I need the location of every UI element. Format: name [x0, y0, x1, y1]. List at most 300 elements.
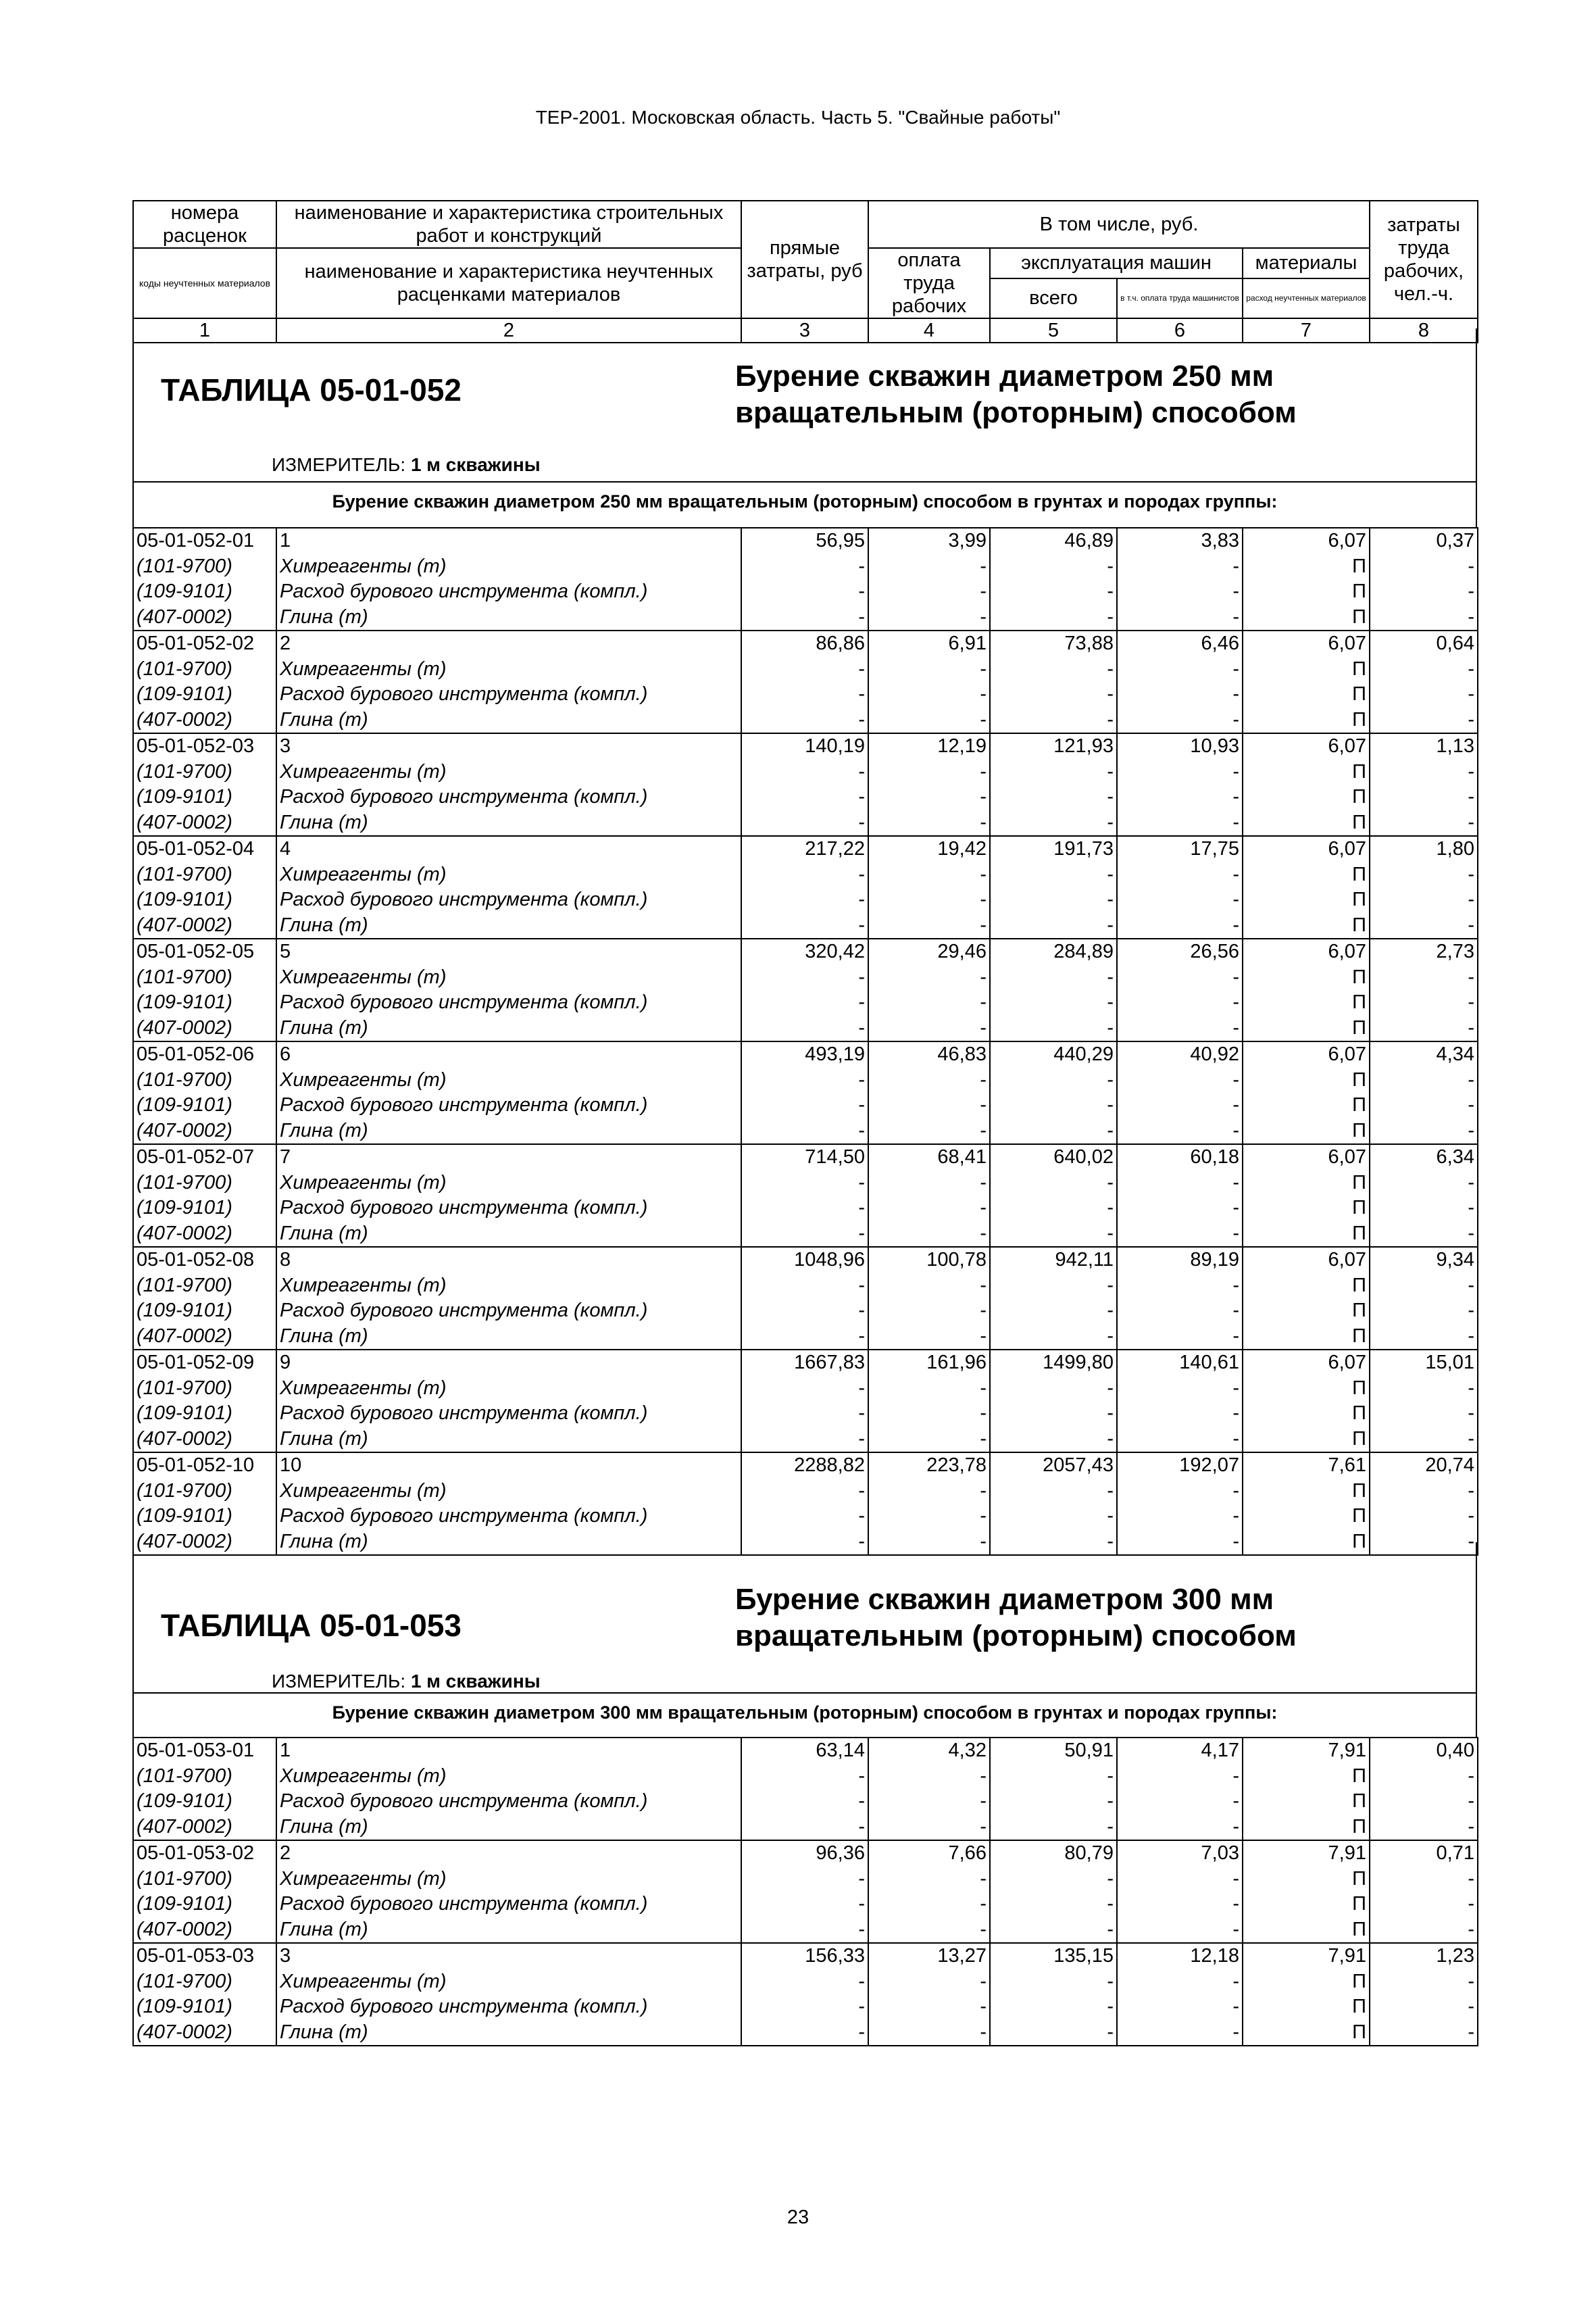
empty-value: - [990, 1376, 1117, 1402]
empty-value: - [990, 1324, 1117, 1350]
empty-value: - [741, 1789, 868, 1815]
machines-total: 80,79 [990, 1840, 1117, 1867]
rate-code: 05-01-052-04 [133, 836, 276, 862]
empty-value: - [741, 1529, 868, 1556]
empty-value: - [741, 605, 868, 631]
empty-value: - [868, 1789, 990, 1815]
materials-cost: 6,07 [1243, 1144, 1370, 1171]
material-row [133, 1118, 1478, 1145]
empty-value: - [1370, 1273, 1478, 1299]
empty-value: - [1117, 913, 1243, 939]
empty-value: - [990, 1867, 1117, 1892]
labor-pay: 13,27 [868, 1943, 990, 1969]
material-name: Химреагенты (т) [276, 1867, 741, 1892]
material-name: Расход бурового инструмента (компл.) [276, 1298, 741, 1324]
materials-cost: 6,07 [1243, 1247, 1370, 1273]
material-name: Расход бурового инструмента (компл.) [276, 579, 741, 605]
empty-value: - [1370, 1221, 1478, 1248]
material-row [133, 1479, 1478, 1504]
col-num: 3 [741, 318, 868, 343]
material-row [133, 1324, 1478, 1350]
header-direct-costs: прямые затраты, руб [741, 201, 868, 318]
empty-value: - [1117, 1764, 1243, 1790]
empty-value: - [868, 1994, 990, 2020]
rate-code: 05-01-053-02 [133, 1840, 276, 1867]
material-mark: П [1243, 1917, 1370, 1944]
material-code: (109-9101) [133, 1196, 276, 1221]
soil-group: 6 [276, 1041, 741, 1068]
empty-value: - [1370, 810, 1478, 837]
empty-value: - [868, 657, 990, 683]
soil-group: 10 [276, 1452, 741, 1479]
machines-total: 284,89 [990, 939, 1117, 965]
material-code: (407-0002) [133, 1917, 276, 1944]
direct-costs: 2288,82 [741, 1452, 868, 1479]
material-mark: П [1243, 810, 1370, 837]
material-name: Глина (т) [276, 605, 741, 631]
materials-cost: 7,61 [1243, 1452, 1370, 1479]
material-name: Глина (т) [276, 1324, 741, 1350]
labor-pay: 29,46 [868, 939, 990, 965]
machines-total: 135,15 [990, 1943, 1117, 1969]
material-mark: П [1243, 605, 1370, 631]
empty-value: - [1117, 1118, 1243, 1145]
empty-value: - [1117, 1171, 1243, 1196]
empty-value: - [990, 1917, 1117, 1944]
empty-value: - [868, 708, 990, 734]
material-row [133, 913, 1478, 939]
direct-costs: 714,50 [741, 1144, 868, 1171]
material-name: Глина (т) [276, 1917, 741, 1944]
empty-value: - [741, 887, 868, 913]
empty-value: - [1370, 1815, 1478, 1841]
empty-value: - [990, 810, 1117, 837]
material-row [133, 554, 1478, 580]
empty-value: - [990, 1016, 1117, 1042]
material-mark: П [1243, 708, 1370, 734]
material-name: Химреагенты (т) [276, 965, 741, 991]
material-name: Расход бурового инструмента (компл.) [276, 1093, 741, 1118]
machines-total: 50,91 [990, 1738, 1117, 1764]
col-num: 6 [1117, 318, 1243, 343]
labor-pay: 100,78 [868, 1247, 990, 1273]
empty-value: - [990, 1764, 1117, 1790]
material-name: Глина (т) [276, 1529, 741, 1556]
empty-value: - [868, 1867, 990, 1892]
material-row [133, 1994, 1478, 2020]
operator-pay: 17,75 [1117, 836, 1243, 862]
empty-value: - [1370, 1479, 1478, 1504]
empty-value: - [741, 682, 868, 708]
empty-value: - [990, 1815, 1117, 1841]
material-row [133, 1427, 1478, 1453]
material-name: Расход бурового инструмента (компл.) [276, 1504, 741, 1529]
measure-label: ИЗМЕРИТЕЛЬ: [272, 454, 406, 475]
labor-hours: 15,01 [1370, 1350, 1478, 1376]
material-code: (407-0002) [133, 1324, 276, 1350]
empty-value: - [1117, 657, 1243, 683]
material-row [133, 657, 1478, 683]
section-description-line: Бурение скважин диаметром 300 мм [735, 1583, 1274, 1616]
material-code: (109-9101) [133, 1298, 276, 1324]
material-row [133, 1196, 1478, 1221]
empty-value: - [1117, 1401, 1243, 1427]
material-name: Расход бурового инструмента (компл.) [276, 1401, 741, 1427]
empty-value: - [990, 1093, 1117, 1118]
rate-code: 05-01-052-09 [133, 1350, 276, 1376]
empty-value: - [1117, 1892, 1243, 1917]
material-row [133, 887, 1478, 913]
empty-value: - [1370, 760, 1478, 785]
empty-value: - [990, 708, 1117, 734]
material-mark: П [1243, 1969, 1370, 1995]
section-measure [272, 454, 541, 476]
machines-total: 73,88 [990, 631, 1117, 657]
empty-value: - [868, 1479, 990, 1504]
material-row [133, 1298, 1478, 1324]
material-code: (407-0002) [133, 708, 276, 734]
material-code: (101-9700) [133, 1171, 276, 1196]
empty-value: - [990, 1401, 1117, 1427]
empty-value: - [990, 682, 1117, 708]
material-row [133, 1401, 1478, 1427]
empty-value: - [741, 1171, 868, 1196]
empty-value: - [990, 862, 1117, 888]
rate-code: 05-01-052-01 [133, 528, 276, 554]
empty-value: - [1370, 708, 1478, 734]
empty-value: - [868, 1764, 990, 1790]
empty-value: - [868, 990, 990, 1016]
page-header: ТЕР-2001. Московская область. Часть 5. "Свайные работы" [535, 107, 1061, 128]
rates-table-05-01-052 [132, 527, 1478, 1556]
empty-value: - [1117, 579, 1243, 605]
empty-value: - [741, 1401, 868, 1427]
table-row [133, 1247, 1478, 1273]
material-mark: П [1243, 1815, 1370, 1841]
operator-pay: 89,19 [1117, 1247, 1243, 1273]
table-row [133, 631, 1478, 657]
measure-value: 1 м скважины [410, 454, 541, 475]
soil-group: 7 [276, 1144, 741, 1171]
empty-value: - [1117, 1093, 1243, 1118]
material-code: (407-0002) [133, 1221, 276, 1248]
operator-pay: 3,83 [1117, 528, 1243, 554]
empty-value: - [990, 1171, 1117, 1196]
material-code: (101-9700) [133, 1867, 276, 1892]
empty-value: - [741, 1273, 868, 1299]
col-num: 5 [990, 318, 1117, 343]
page-number: 23 [787, 2207, 809, 2228]
empty-value: - [868, 554, 990, 580]
empty-value: - [741, 1969, 868, 1995]
labor-hours: 0,71 [1370, 1840, 1478, 1867]
col-num: 1 [133, 318, 276, 343]
empty-value: - [868, 1529, 990, 1556]
labor-pay: 68,41 [868, 1144, 990, 1171]
material-name: Химреагенты (т) [276, 760, 741, 785]
header-labor-hours: затраты труда рабочих, чел.-ч. [1370, 201, 1478, 318]
empty-value: - [1370, 1764, 1478, 1790]
material-mark: П [1243, 785, 1370, 810]
labor-hours: 6,34 [1370, 1144, 1478, 1171]
empty-value: - [1370, 913, 1478, 939]
empty-value: - [990, 1068, 1117, 1093]
material-mark: П [1243, 913, 1370, 939]
material-code: (109-9101) [133, 785, 276, 810]
empty-value: - [868, 1917, 990, 1944]
empty-value: - [741, 785, 868, 810]
empty-value: - [868, 1068, 990, 1093]
material-code: (109-9101) [133, 1093, 276, 1118]
empty-value: - [990, 1529, 1117, 1556]
material-code: (101-9700) [133, 1479, 276, 1504]
material-mark: П [1243, 2020, 1370, 2046]
empty-value: - [868, 1815, 990, 1841]
material-name: Химреагенты (т) [276, 657, 741, 683]
empty-value: - [1117, 554, 1243, 580]
material-mark: П [1243, 554, 1370, 580]
materials-cost: 6,07 [1243, 1041, 1370, 1068]
material-row [133, 1171, 1478, 1196]
direct-costs: 86,86 [741, 631, 868, 657]
labor-hours: 2,73 [1370, 939, 1478, 965]
material-row [133, 1892, 1478, 1917]
labor-pay: 4,32 [868, 1738, 990, 1764]
rate-code: 05-01-052-05 [133, 939, 276, 965]
material-code: (101-9700) [133, 657, 276, 683]
empty-value: - [1370, 1427, 1478, 1453]
empty-value: - [868, 579, 990, 605]
material-name: Химреагенты (т) [276, 1479, 741, 1504]
empty-value: - [741, 1118, 868, 1145]
labor-hours: 0,64 [1370, 631, 1478, 657]
machines-total: 1499,80 [990, 1350, 1117, 1376]
empty-value: - [1370, 554, 1478, 580]
empty-value: - [990, 990, 1117, 1016]
material-row [133, 1504, 1478, 1529]
empty-value: - [741, 1504, 868, 1529]
empty-value: - [1117, 1789, 1243, 1815]
empty-value: - [741, 708, 868, 734]
material-row [133, 1093, 1478, 1118]
empty-value: - [990, 1196, 1117, 1221]
table-row [133, 1144, 1478, 1171]
direct-costs: 320,42 [741, 939, 868, 965]
section-description-line: вращательным (роторным) способом [735, 1619, 1297, 1652]
material-row [133, 1376, 1478, 1402]
material-mark: П [1243, 1324, 1370, 1350]
empty-value: - [990, 760, 1117, 785]
empty-value: - [990, 1504, 1117, 1529]
col-num: 7 [1243, 318, 1370, 343]
empty-value: - [1370, 1789, 1478, 1815]
empty-value: - [1370, 579, 1478, 605]
material-row [133, 1867, 1478, 1892]
empty-value: - [990, 785, 1117, 810]
direct-costs: 1667,83 [741, 1350, 868, 1376]
empty-value: - [1117, 1815, 1243, 1841]
soil-group: 2 [276, 631, 741, 657]
direct-costs: 96,36 [741, 1840, 868, 1867]
material-mark: П [1243, 1892, 1370, 1917]
material-code: (407-0002) [133, 1016, 276, 1042]
labor-hours: 4,34 [1370, 1041, 1478, 1068]
empty-value: - [1117, 1867, 1243, 1892]
material-name: Глина (т) [276, 913, 741, 939]
empty-value: - [1370, 1917, 1478, 1944]
material-row [133, 1273, 1478, 1299]
material-mark: П [1243, 1298, 1370, 1324]
direct-costs: 56,95 [741, 528, 868, 554]
empty-value: - [741, 965, 868, 991]
empty-value: - [1370, 1401, 1478, 1427]
empty-value: - [741, 1815, 868, 1841]
material-row [133, 785, 1478, 810]
material-code: (101-9700) [133, 1273, 276, 1299]
empty-value: - [868, 1298, 990, 1324]
section-header-05-01-052 [132, 328, 1477, 528]
empty-value: - [868, 1016, 990, 1042]
material-mark: П [1243, 1867, 1370, 1892]
material-mark: П [1243, 1789, 1370, 1815]
material-row [133, 1764, 1478, 1790]
empty-value: - [1370, 990, 1478, 1016]
operator-pay: 7,03 [1117, 1840, 1243, 1867]
empty-value: - [741, 1093, 868, 1118]
material-code: (109-9101) [133, 1504, 276, 1529]
empty-value: - [868, 1427, 990, 1453]
empty-value: - [868, 1401, 990, 1427]
empty-value: - [741, 1068, 868, 1093]
empty-value: - [1117, 1376, 1243, 1402]
empty-value: - [868, 1273, 990, 1299]
empty-value: - [1117, 1969, 1243, 1995]
rate-code: 05-01-052-07 [133, 1144, 276, 1171]
soil-group: 1 [276, 1738, 741, 1764]
material-name: Глина (т) [276, 1118, 741, 1145]
machines-total: 191,73 [990, 836, 1117, 862]
material-mark: П [1243, 1196, 1370, 1221]
direct-costs: 1048,96 [741, 1247, 868, 1273]
material-name: Химреагенты (т) [276, 862, 741, 888]
empty-value: - [868, 1221, 990, 1248]
empty-value: - [1370, 1529, 1478, 1556]
materials-cost: 7,91 [1243, 1840, 1370, 1867]
machines-total: 2057,43 [990, 1452, 1117, 1479]
empty-value: - [1370, 887, 1478, 913]
table-row [133, 1041, 1478, 1068]
rate-code: 05-01-053-03 [133, 1943, 276, 1969]
empty-value: - [741, 1867, 868, 1892]
empty-value: - [990, 1789, 1117, 1815]
material-mark: П [1243, 887, 1370, 913]
material-code: (109-9101) [133, 990, 276, 1016]
empty-value: - [741, 554, 868, 580]
empty-value: - [1370, 1016, 1478, 1042]
empty-value: - [868, 1892, 990, 1917]
empty-value: - [1370, 1093, 1478, 1118]
rate-code: 05-01-052-02 [133, 631, 276, 657]
empty-value: - [1117, 887, 1243, 913]
empty-value: - [990, 605, 1117, 631]
table-row [133, 939, 1478, 965]
direct-costs: 217,22 [741, 836, 868, 862]
soil-group: 5 [276, 939, 741, 965]
empty-value: - [868, 862, 990, 888]
empty-value: - [868, 1504, 990, 1529]
table-row [133, 1943, 1478, 1969]
empty-value: - [1370, 1118, 1478, 1145]
table-row [133, 1452, 1478, 1479]
empty-value: - [990, 1427, 1117, 1453]
material-mark: П [1243, 965, 1370, 991]
material-mark: П [1243, 862, 1370, 888]
material-row [133, 810, 1478, 837]
material-row [133, 605, 1478, 631]
material-name: Расход бурового инструмента (компл.) [276, 990, 741, 1016]
empty-value: - [1370, 2020, 1478, 2046]
empty-value: - [868, 1969, 990, 1995]
empty-value: - [990, 965, 1117, 991]
material-mark: П [1243, 1171, 1370, 1196]
empty-value: - [741, 1892, 868, 1917]
empty-value: - [1370, 1324, 1478, 1350]
empty-value: - [741, 1994, 868, 2020]
empty-value: - [1117, 1068, 1243, 1093]
empty-value: - [1370, 1196, 1478, 1221]
empty-value: - [868, 682, 990, 708]
empty-value: - [990, 1298, 1117, 1324]
material-row [133, 1789, 1478, 1815]
material-name: Расход бурового инструмента (компл.) [276, 682, 741, 708]
material-mark: П [1243, 1764, 1370, 1790]
soil-group: 1 [276, 528, 741, 554]
empty-value: - [990, 1479, 1117, 1504]
empty-value: - [1117, 1994, 1243, 2020]
soil-group: 2 [276, 1840, 741, 1867]
materials-cost: 6,07 [1243, 1350, 1370, 1376]
machines-total: 46,89 [990, 528, 1117, 554]
header-rate-numbers: номера расценок [133, 201, 276, 248]
material-mark: П [1243, 1016, 1370, 1042]
empty-value: - [1370, 1298, 1478, 1324]
soil-group: 9 [276, 1350, 741, 1376]
empty-value: - [1117, 605, 1243, 631]
empty-value: - [1370, 1994, 1478, 2020]
table-row [133, 1840, 1478, 1867]
material-name: Глина (т) [276, 1815, 741, 1841]
empty-value: - [990, 1994, 1117, 2020]
material-name: Химреагенты (т) [276, 1273, 741, 1299]
material-mark: П [1243, 579, 1370, 605]
empty-value: - [1370, 965, 1478, 991]
empty-value: - [868, 1196, 990, 1221]
header-unaccounted-materials: расход неучтенных материалов [1243, 278, 1370, 318]
col-num: 4 [868, 318, 990, 343]
material-name: Глина (т) [276, 1221, 741, 1248]
labor-pay: 161,96 [868, 1350, 990, 1376]
empty-value: - [1117, 2020, 1243, 2046]
labor-hours: 9,34 [1370, 1247, 1478, 1273]
empty-value: - [1117, 708, 1243, 734]
empty-value: - [741, 1324, 868, 1350]
rate-code: 05-01-052-06 [133, 1041, 276, 1068]
empty-value: - [1370, 1892, 1478, 1917]
material-row [133, 760, 1478, 785]
empty-value: - [741, 1298, 868, 1324]
labor-hours: 0,40 [1370, 1738, 1478, 1764]
material-row [133, 1917, 1478, 1944]
